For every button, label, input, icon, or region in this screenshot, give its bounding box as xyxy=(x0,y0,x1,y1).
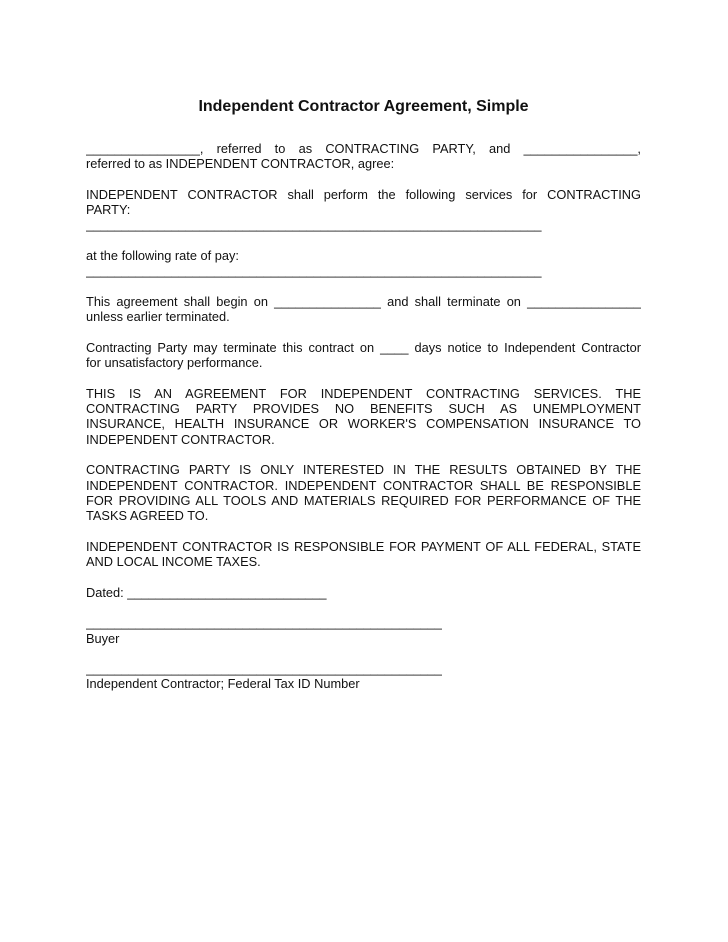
no-benefits-paragraph xyxy=(86,386,641,447)
text-line: INDEPENDENT CONTRACTOR shall perform the following services for CONTRACTING xyxy=(86,186,641,202)
buyer-signature-label: Buyer xyxy=(86,630,120,646)
text-line: INDEPENDENT CONTRACTOR. xyxy=(86,431,275,447)
services-fill-in-line: ________________________________________________________________ xyxy=(86,217,542,233)
buyer-signature-line: __________________________________________________ xyxy=(86,615,442,631)
dated-paragraph xyxy=(86,585,641,600)
text-line: This agreement shall begin on _______________ and shall terminate on ________________ xyxy=(86,293,641,309)
contractor-signature-label: Independent Contractor; Federal Tax ID Number xyxy=(86,676,360,692)
text-line: Contracting Party may terminate this contract on ____ days notice to Independent Contractor xyxy=(86,339,641,355)
text-line: INDEPENDENT CONTRACTOR IS RESPONSIBLE FOR PAYMENT OF ALL FEDERAL, STATE xyxy=(86,538,641,554)
results-paragraph xyxy=(86,462,641,523)
text-line: PARTY: xyxy=(86,202,131,218)
text-line: for unsatisfactory performance. xyxy=(86,355,263,371)
document-body xyxy=(86,141,641,692)
contractor-signature-block xyxy=(86,661,641,692)
text-line: referred to as INDEPENDENT CONTRACTOR, agree: xyxy=(86,156,395,172)
text-line: CONTRACTING PARTY PROVIDES NO BENEFITS SUCH AS UNEMPLOYMENT xyxy=(86,401,641,417)
text-line: INDEPENDENT CONTRACTOR. INDEPENDENT CONTRACTOR SHALL BE RESPONSIBLE xyxy=(86,477,641,493)
text-line: CONTRACTING PARTY IS ONLY INTERESTED IN THE RESULTS OBTAINED BY THE xyxy=(86,462,641,478)
dated-fill-in-line: Dated: ____________________________ xyxy=(86,584,327,600)
text-line: ________________, referred to as CONTRACTING PARTY, and ________________, xyxy=(86,141,641,156)
term-paragraph xyxy=(86,294,641,325)
rate-fill-in-line: ________________________________________________________________ xyxy=(86,263,542,279)
text-line: AND LOCAL INCOME TAXES. xyxy=(86,554,261,570)
intro-paragraph xyxy=(86,141,641,172)
contractor-signature-line: __________________________________________________ xyxy=(86,661,442,677)
text-line: TASKS AGREED TO. xyxy=(86,508,209,524)
document-content xyxy=(86,97,641,707)
text-line: INSURANCE, HEALTH INSURANCE OR WORKER'S COMPENSATION INSURANCE TO xyxy=(86,416,641,432)
buyer-signature-block xyxy=(86,615,641,646)
text-line: THIS IS AN AGREEMENT FOR INDEPENDENT CONTRACTING SERVICES. THE xyxy=(86,385,641,401)
taxes-paragraph xyxy=(86,539,641,570)
rate-of-pay-paragraph xyxy=(86,248,641,279)
text-line: at the following rate of pay: xyxy=(86,248,239,264)
services-paragraph xyxy=(86,187,641,233)
text-line: unless earlier terminated. xyxy=(86,309,230,325)
document-title: Independent Contractor Agreement, Simple xyxy=(198,98,529,115)
text-line: FOR PROVIDING ALL TOOLS AND MATERIALS REQUIRED FOR PERFORMANCE OF THE xyxy=(86,492,641,508)
termination-notice-paragraph xyxy=(86,340,641,371)
